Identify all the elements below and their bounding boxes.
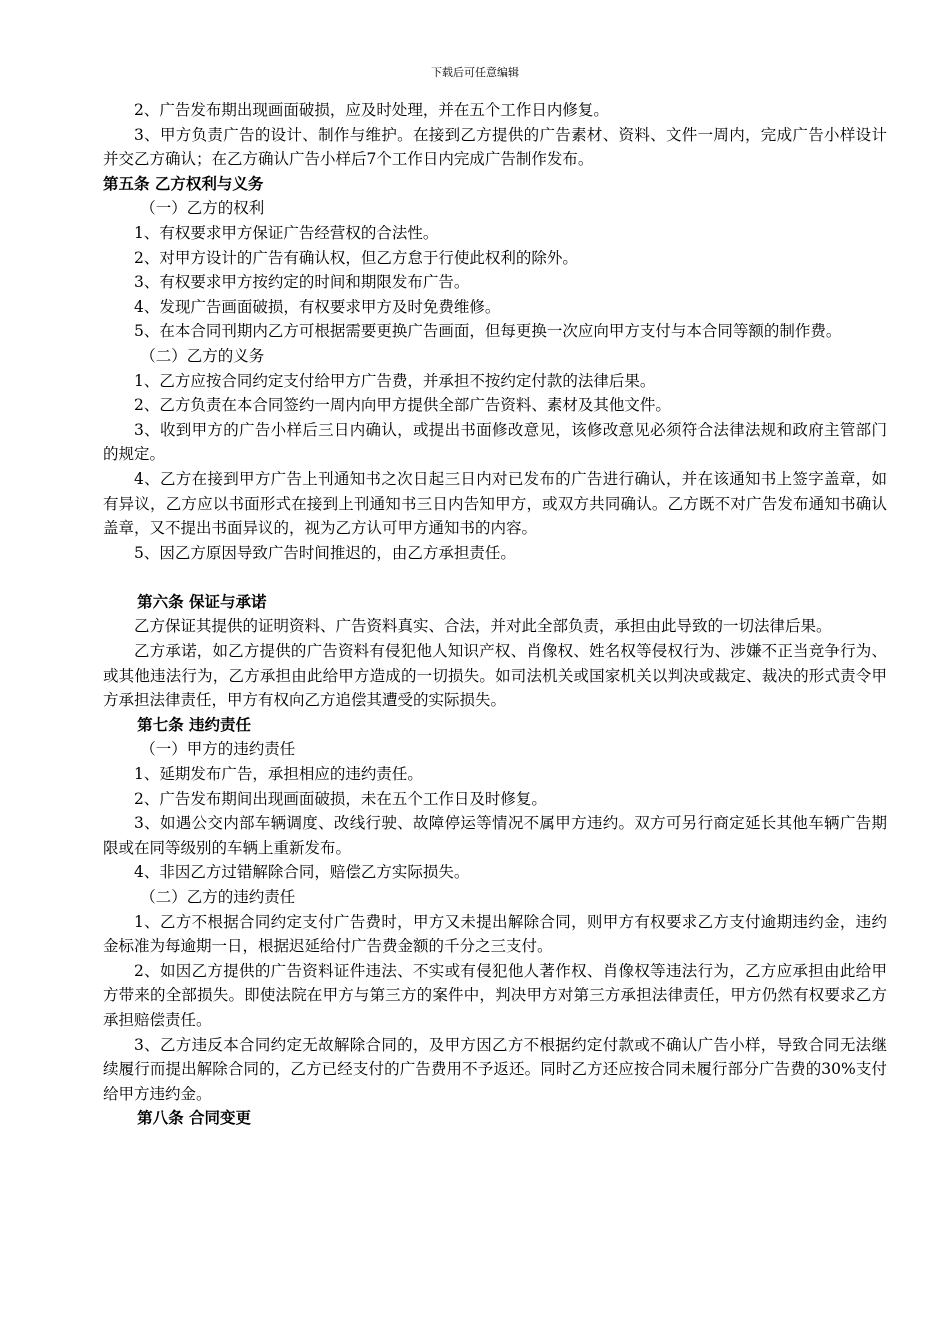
clause-paragraph: 3、收到甲方的广告小样后三日内确认，或提出书面修改意见，该修改意见必须符合法律法规和政府主管部门的规定。	[103, 420, 887, 464]
clause-paragraph: 5、在本合同刊期内乙方可根据需要更换广告画面，但每更换一次应向甲方支付与本合同等额的制作费。	[134, 322, 842, 341]
clause-paragraph: 2、乙方负责在本合同签约一周内向甲方提供全部广告资料、素材及其他文件。	[134, 396, 671, 415]
clause-paragraph: 3、如遇公交内部车辆调度、改线行驶、故障停运等情况不属甲方违约。双方可另行商定延长其他车辆广告期限或在同等级别的车辆上重新发布。	[103, 814, 887, 857]
clause-paragraph: 4、乙方在接到甲方广告上刊通知书之次日起三日内对已发布的广告进行确认，并在该通知书上签字盖章，如有异议，乙方应以书面形式在接到上刊通知书三日内告知甲方，或双方共同确认。乙方既不对广告发布通知书确认盖章，又不提出书面异议的，视为乙方认可甲方通知书的内容。	[103, 469, 887, 538]
clause-paragraph: 2、对甲方设计的广告有确认权，但乙方怠于行使此权利的除外。	[134, 248, 578, 267]
page-header-note: 下载后可任意编辑	[431, 66, 519, 79]
clause-paragraph: 3、有权要求甲方按约定的时间和期限发布广告。	[134, 273, 470, 292]
clause-paragraph: 2、广告发布期间出现画面破损，未在五个工作日及时修复。	[134, 789, 547, 808]
section-subheading: （一）乙方的权利	[140, 199, 265, 218]
section-subheading: （一）甲方的违约责任	[140, 740, 296, 759]
section-subheading: （二）乙方的违约责任	[140, 888, 296, 906]
article-heading: 第五条 乙方权利与义务	[103, 173, 264, 193]
clause-paragraph: 1、乙方不根据合同约定支付广告费时，甲方又未提出解除合同，则甲方有权要求乙方支付逾期违约金，违约金标准为每逾期一日，根据迟延给付广告费金额的千分之三支付。	[103, 912, 887, 956]
clause-paragraph: 2、如因乙方提供的广告资料证件违法、不实或有侵犯他人著作权、肖像权等违法行为，乙方应承担由此给甲方带来的全部损失。即使法院在甲方与第三方的案件中，判决甲方对第三方承担法律责任，甲方仍然有权要求乙方承担赔偿责任。	[103, 961, 887, 1029]
clause-paragraph: 1、延期发布广告，承担相应的违约责任。	[134, 765, 423, 784]
blank-line	[103, 565, 887, 590]
clause-paragraph: 乙方保证其提供的证明资料、广告资料真实、合法，并对此全部负责，承担由此导致的一切法律后果。	[134, 617, 832, 636]
clause-paragraph: 2、广告发布期出现画面破损，应及时处理，并在五个工作日内修复。	[134, 101, 609, 119]
clause-paragraph: 1、乙方应按合同约定支付给甲方广告费，并承担不按约定付款的法律后果。	[134, 371, 656, 390]
clause-paragraph: 乙方承诺，如乙方提供的广告资料有侵犯他人知识产权、肖像权、姓名权等侵权行为、涉嫌不正当竞争行为、或其他违法行为，乙方承担由此给甲方造成的一切损失。如司法机关或国家机关以判决或裁定、裁决的形式责令甲方承担法律责任，甲方有权向乙方追偿其遭受的实际损失。	[103, 642, 887, 710]
section-subheading: （二）乙方的义务	[140, 346, 265, 365]
contract-body	[103, 98, 887, 1131]
clause-paragraph: 3、甲方负责广告的设计、制作与维护。在接到乙方提供的广告素材、资料、文件一周内，完成广告小样设计并交乙方确认；在乙方确认广告小样后7个工作日内完成广告制作发布。	[103, 125, 887, 169]
article-heading: 第七条 违约责任	[137, 714, 251, 734]
clause-paragraph: 4、发现广告画面破损，有权要求甲方及时免费维修。	[134, 297, 501, 316]
clause-paragraph: 3、乙方违反本合同约定无故解除合同的，及甲方因乙方不根据约定付款或不确认广告小样，导致合同无法继续履行而提出解除合同的，乙方已经支付的广告费用不予返还。同时乙方还应按合同未履行部分广告费的30%支付给甲方违约金。	[103, 1035, 887, 1103]
clause-paragraph: 4、非因乙方过错解除合同，赔偿乙方实际损失。	[134, 863, 470, 882]
article-heading: 第八条 合同变更	[137, 1108, 251, 1128]
article-heading: 第六条 保证与承诺	[137, 591, 267, 611]
clause-paragraph: 5、因乙方原因导致广告时间推迟的，由乙方承担责任。	[134, 543, 516, 562]
clause-paragraph: 1、有权要求甲方保证广告经营权的合法性。	[134, 223, 439, 242]
